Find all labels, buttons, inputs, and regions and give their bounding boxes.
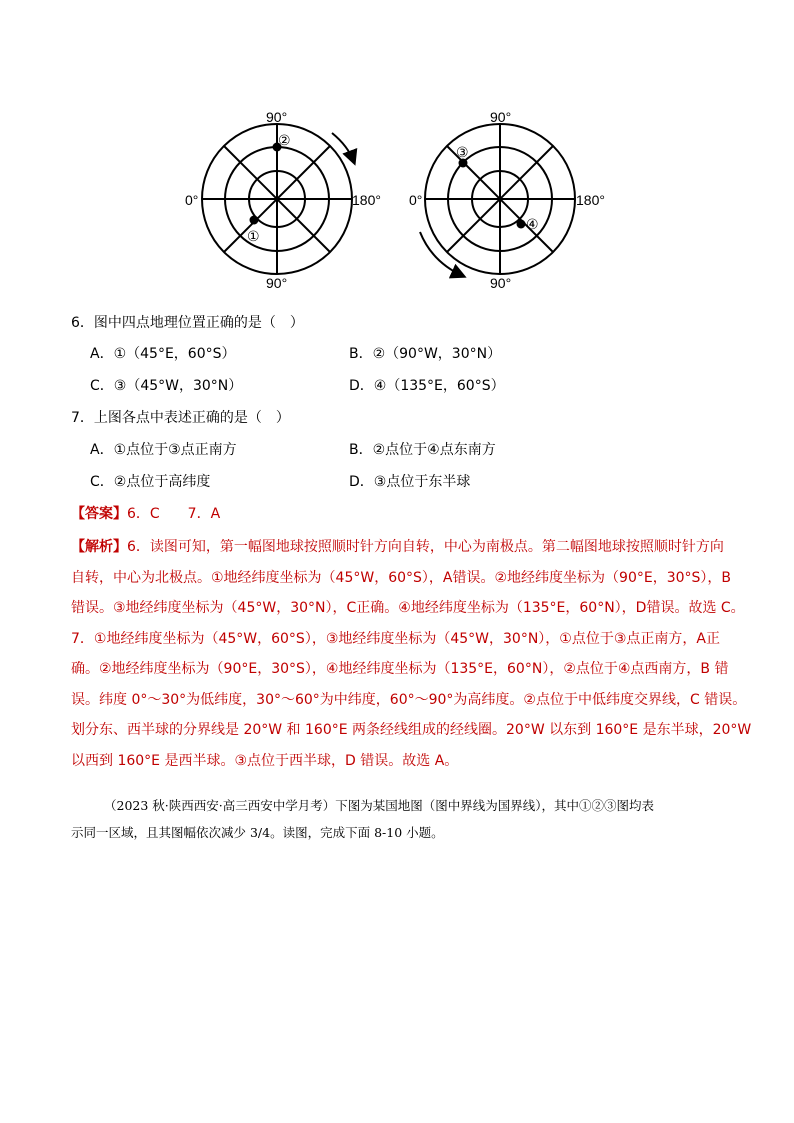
question-6-stem: 6．图中四点地理位置正确的是（ ） — [71, 315, 304, 331]
explanation-line-6: 误。纬度 0°～30°为低纬度，30°～60°为中纬度，60°～90°为高纬度。②点位于中低纬度交界线，C 错误。 — [71, 691, 747, 708]
q6-option-c: C．③（45°W，30°N） — [90, 378, 243, 394]
explanation-line-4: 7．①地经纬度坐标为（45°W，60°S），③地经纬度坐标为（45°W，30°N），①点位于③点正南方，A正 — [71, 630, 720, 647]
right-right-label: 180° — [576, 192, 605, 208]
intro-line-2: 示同一区域，且其图幅依次减少 3/4。读图，完成下面 8-10 小题。 — [71, 825, 444, 840]
explanation-tag: 【解析】 — [71, 539, 127, 555]
q6-option-b: B．②（90°W，30°N） — [349, 346, 502, 362]
point-4-dot — [517, 220, 526, 229]
answer-tag: 【答案】 — [71, 506, 127, 522]
explanation-line-2: 自转，中心为北极点。①地经纬度坐标为（45°W，60°S），A错误。②地经纬度坐标为（90°E，30°S），B — [71, 569, 732, 586]
polar-diagram-figure — [0, 0, 794, 300]
answer-line — [71, 504, 220, 524]
right-left-label: 0° — [409, 192, 423, 208]
explanation-block — [71, 532, 752, 776]
left-right-label: 180° — [352, 192, 381, 208]
point-4-label: ④ — [526, 217, 539, 233]
left-bottom-label: 90° — [266, 275, 288, 291]
explanation-line-5: 确。②地经纬度坐标为（90°E，30°S），④地经纬度坐标为（135°E，60°N），②点位于④点西南方，B 错 — [71, 661, 729, 677]
question-7-stem: 7．上图各点中表述正确的是（ ） — [71, 410, 290, 426]
point-1-label: ① — [247, 229, 260, 245]
q7-option-d: D．③点位于东半球 — [349, 474, 471, 490]
explanation-text-1: 6．读图可知，第一幅图地球按照顺时针方向自转，中心为南极点。第二幅图地球按照顺时针方向 — [127, 539, 724, 555]
q6-option-a: A．①（45°E，60°S） — [90, 346, 236, 362]
q7-option-b: B．②点位于④点东南方 — [349, 442, 496, 458]
left-top-label: 90° — [266, 109, 288, 125]
right-polar-diagram — [425, 124, 575, 274]
right-bottom-label: 90° — [490, 275, 512, 291]
answer-text: 6．C 7．A — [127, 506, 221, 522]
question-8-10-intro — [71, 792, 731, 846]
q6-option-d: D．④（135°E，60°S） — [349, 378, 505, 394]
point-1-dot — [250, 216, 259, 225]
rotation-arrow-right — [420, 232, 463, 276]
explanation-line-1 — [71, 532, 731, 563]
explanation-line-7: 划分东、西半球的分界线是 20°W 和 160°E 两条经线组成的经线圈。20°W 以东到 160°E 是东半球，20°W — [71, 722, 752, 738]
point-2-label: ② — [278, 133, 291, 149]
left-left-label: 0° — [185, 192, 199, 208]
rotation-arrow-left — [332, 133, 354, 162]
explanation-line-3: 错误。③地经纬度坐标为（45°W，30°N），C正确。④地经纬度坐标为（135°E，60°N），D错误。故选 C。 — [71, 600, 745, 616]
explanation-line-8: 以西到 160°E 是西半球。③点位于西半球，D 错误。故选 A。 — [71, 752, 459, 769]
q7-option-c: C．②点位于高纬度 — [90, 474, 211, 490]
right-top-label: 90° — [490, 109, 512, 125]
point-3-label: ③ — [456, 145, 469, 161]
q7-option-a: A．①点位于③点正南方 — [90, 442, 237, 458]
intro-line-1: （2023 秋·陕西西安·高三西安中学月考）下图为某国地图（图中界线为国界线），其中①②③图均表 — [104, 798, 654, 813]
